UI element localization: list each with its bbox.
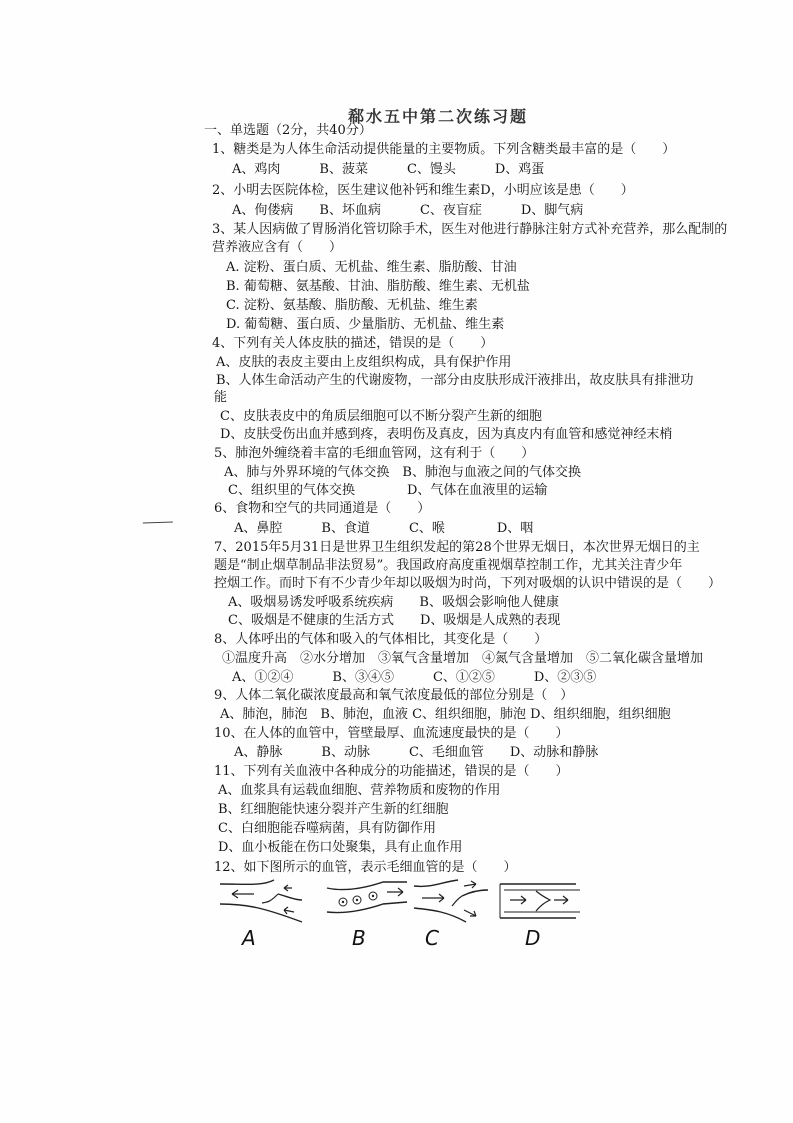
question-line: A、鸡肉 B、菠菜 C、馒头 D、鸡蛋 <box>232 162 545 177</box>
vessel-diagram-c <box>412 878 490 926</box>
question-line: B、红细胞能快速分裂并产生新的红细胞 <box>218 802 449 817</box>
question-line: C、白细胞能吞噬病菌，具有防御作用 <box>218 821 436 836</box>
question-line: 6、食物和空气的共同通道是（ ） <box>214 501 431 516</box>
question-line: 11、下列有关血液中各种成分的功能描述，错误的是（ ） <box>214 764 569 779</box>
vessel-diagram-a <box>218 878 304 926</box>
question-line: B、人体生命活动产生的代谢废物，一部分由皮肤形成汗液排出，故皮肤具有排泄功 <box>216 373 694 388</box>
margin-mark <box>143 521 173 529</box>
question-line: 7、2015年5月31日是世界卫生组织发起的第28个世界无烟日，本次世界无烟日的主 <box>214 540 700 555</box>
question-line: A、①②④ B、③④⑤ C、①②⑤ D、②③⑤ <box>232 670 597 685</box>
question-line: D、血小板能在伤口处聚集，具有止血作用 <box>218 840 463 855</box>
question-line: 5、肺泡外缠绕着丰富的毛细血管网，这有利于（ ） <box>214 446 535 461</box>
section-heading: 一、单选题（2分，共40分） <box>204 123 372 138</box>
question-line: 能 <box>214 390 228 405</box>
question-line: D. 葡萄糖、蛋白质、少量脂肪、无机盐、维生素 <box>226 317 505 332</box>
question-line: 营养液应含有（ ） <box>212 240 343 255</box>
question-line: C、皮肤表皮中的角质层细胞可以不断分裂产生新的细胞 <box>220 409 542 424</box>
question-line: 12、如下图所示的血管，表示毛细血管的是（ ） <box>214 860 517 875</box>
question-line: A. 淀粉、蛋白质、无机盐、维生素、脂肪酸、甘油 <box>226 260 517 275</box>
question-line: 4、下列有关人体皮肤的描述，错误的是（ ） <box>212 336 494 351</box>
figure-label-d: D <box>525 926 541 950</box>
figure-label-a: A <box>242 926 256 950</box>
question-line: B. 葡萄糖、氨基酸、甘油、脂肪酸、维生素、无机盐 <box>226 279 530 294</box>
vessel-diagram-d <box>496 878 582 926</box>
question-line: 题是“制止烟草制品非法贸易”。我国政府高度重视烟草控制工作，尤其关注青少年 <box>214 558 683 573</box>
page-title: 郗水五中第二次练习题 <box>348 107 529 126</box>
question-line: ①温度升高 ②水分增加 ③氧气含量增加 ④氮气含量增加 ⑤二氧化碳含量增加 <box>222 651 704 666</box>
question-line: A、静脉 B、动脉 C、毛细血管 D、动脉和静脉 <box>234 745 599 760</box>
question-line: A、肺泡，肺泡 B、肺泡，血液 C、组织细胞，肺泡 D、组织细胞，组织细胞 <box>220 707 671 722</box>
question-line: C、吸烟是不健康的生活方式 D、吸烟是人成熟的表现 <box>228 613 561 628</box>
question-line: A、血浆具有运载血细胞、营养物质和废物的作用 <box>218 783 501 798</box>
question-line: A、肺与外界环境的气体交换 B、肺泡与血液之间的气体交换 <box>224 465 581 480</box>
question-line: 2、小明去医院体检，医生建议他补钙和维生素D，小明应该是患（ ） <box>212 183 634 198</box>
question-line: 9、人体二氧化碳浓度最高和氧气浓度最低的部位分别是（ ） <box>214 688 574 703</box>
vessel-diagram-b <box>325 878 409 926</box>
question-line: A、佝偻病 B、坏血病 C、夜盲症 D、脚气病 <box>232 203 584 218</box>
question-line: A、皮肤的表皮主要由上皮组织构成，具有保护作用 <box>216 355 512 370</box>
figure-label-c: C <box>425 926 439 950</box>
question-line: 1、糖类是为人体生命活动提供能量的主要物质。下列含糖类最丰富的是（ ） <box>212 142 676 157</box>
question-line: A、鼻腔 B、食道 C、喉 D、咽 <box>234 521 534 536</box>
question-line: A、吸烟易诱发呼吸系统疾病 B、吸烟会影响他人健康 <box>228 595 559 610</box>
question-line: 控烟工作。而时下有不少青少年却以吸烟为时尚，下列对吸烟的认识中错误的是（ ） <box>214 576 722 591</box>
question-line: 3、某人因病做了胃肠消化管切除手术，医生对他进行静脉注射方式补充营养，那么配制的 <box>212 222 728 237</box>
question-line: D、皮肤受伤出血并感到疼，表明伤及真皮，因为真皮内有血管和感觉神经末梢 <box>220 427 673 442</box>
figure-label-b: B <box>352 926 366 950</box>
question-line: C. 淀粉、氨基酸、脂肪酸、无机盐、维生素 <box>226 298 478 313</box>
question-line: 8、人体呼出的气体和吸入的气体相比，其变化是（ ） <box>214 632 548 647</box>
question-line: C、组织里的气体交换 D、气体在血液里的运输 <box>228 483 548 498</box>
question-line: 10、在人体的血管中，管壁最厚、血流速度最快的是（ ） <box>214 726 569 741</box>
